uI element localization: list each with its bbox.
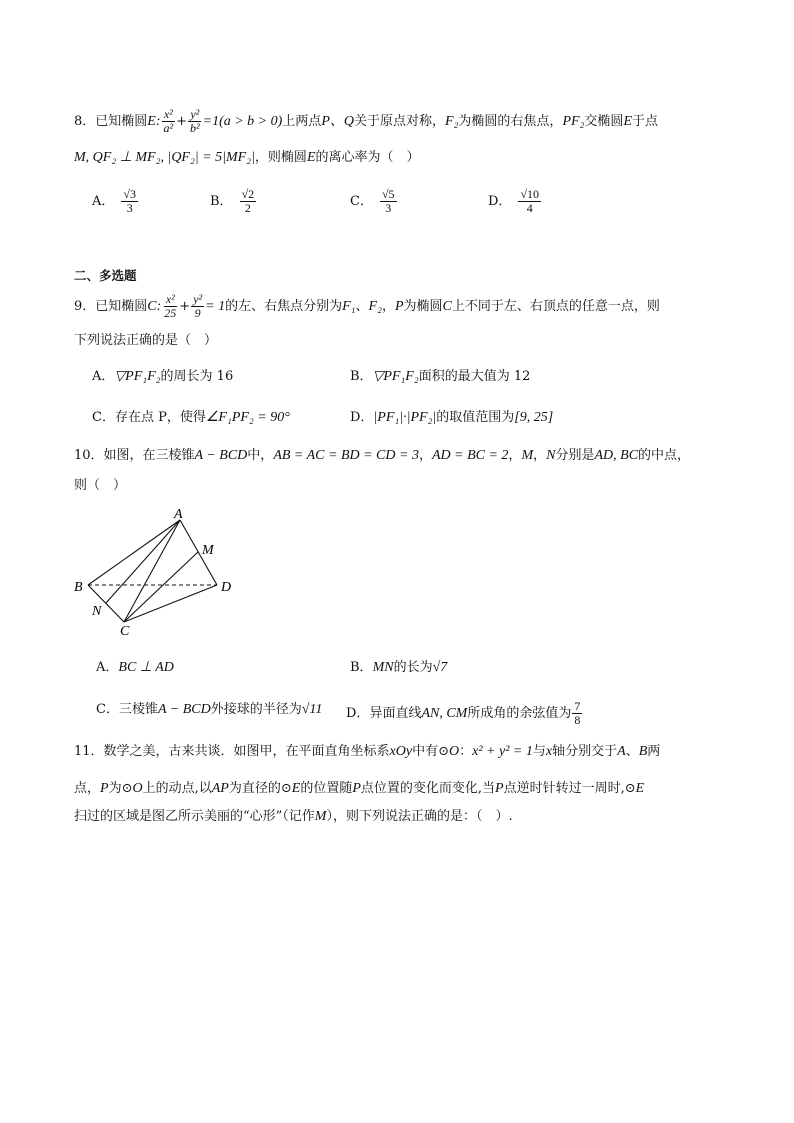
q11-line2: 点，P为⊙O上的动点,以AP为直径的⊙E的位置随P点位置的变化而变化,当P点逆时针转过一周时,⊙E: [74, 781, 645, 796]
label-c: C: [120, 624, 130, 639]
q9-line1: 9．已知椭圆C: $\frac{\text{x²}}{25}$ + $\frac{\text{y²}}{9}$ = 1的左、右焦点分别为F₁、F₂，P为椭圆C上不同于左、右顶点的任意一点，则: [74, 292, 660, 320]
label-a: A: [174, 507, 183, 522]
q10-tetrahedron-figure: [70, 505, 240, 640]
q11-line3: 扫过的区域是图乙所示美丽的“心形”（记作M），则下列说法正确的是：（ ）.: [74, 809, 513, 824]
q8-frac-x: $\frac{\text{x²}}{\text{a²}}$: [163, 107, 174, 135]
segment-cm: [124, 552, 198, 622]
label-n: N: [92, 604, 102, 619]
q10-option-a[interactable]: A．BC ⊥ AD: [96, 660, 174, 675]
q11-stem: 11．数学之美，古来共谈．如图甲，在平面直角坐标系: [74, 744, 390, 759]
q9-option-d[interactable]: D．|PF₁|·|PF₂|的取值范围为[9, 25]: [350, 410, 554, 425]
q9-option-b[interactable]: B．▽PF₁F₂面积的最大值为 12: [350, 369, 531, 384]
q10-option-b[interactable]: B．MN的长为√7: [350, 660, 448, 675]
q9-line2: 下列说法正确的是（ ）: [74, 333, 218, 348]
q8-ellipse-name: E:: [147, 114, 161, 129]
label-d: D: [221, 580, 232, 595]
q8-condition: M, QF₂ ⊥ MF₂, |QF₂| = 5|MF₂|: [74, 150, 255, 165]
label-m: M: [202, 543, 214, 558]
edge-ab: [88, 520, 180, 585]
edge-ac: [124, 520, 180, 622]
q8-line2: M, QF₂ ⊥ MF₂, |QF₂| = 5|MF₂|，则椭圆E的离心率为（ ）: [74, 150, 420, 165]
q8-line1: 8．已知椭圆E: $\frac{\text{x²}}{\text{a²}}$ + $\frac{\text{y²}}{\text{b²}}$ =1(a > b > 0)上两点P、Q关于原点对称，F₂为椭圆的右焦点，PF₂交椭圆E于点: [74, 107, 659, 135]
q10-line1: 10．如图，在三棱锥A − BCD中，AB = AC = BD = CD = 3，AD = BC = 2，M，N分别是AD, BC的中点，: [74, 448, 691, 463]
q9-frac-x: $\frac{\text{x²}}{25}$: [164, 292, 177, 320]
q8-option-c[interactable]: C． $\frac{√5}{3}$: [350, 187, 395, 215]
q10-option-c[interactable]: C．三棱锥A − BCD外接球的半径为√11: [96, 702, 323, 717]
q10-stem: 10．如图，在三棱锥: [74, 448, 195, 463]
q10-line2: 则（ ）: [74, 478, 127, 493]
edge-cd: [124, 585, 217, 622]
q8-option-b[interactable]: B． $\frac{√2}{2}$: [210, 187, 255, 215]
section-heading: 二、多选题: [74, 268, 137, 283]
q9-option-a[interactable]: A．▽PF₁F₂的周长为 16: [92, 369, 234, 384]
q11-line1: 11．数学之美，古来共谈．如图甲，在平面直角坐标系xOy中有⊙O：x² + y² = 1与x轴分别交于A、B两: [74, 744, 661, 759]
q8-stem: 8．已知椭圆: [74, 114, 148, 129]
segment-an: [106, 520, 180, 603]
q9-option-c[interactable]: C．存在点 P，使得∠F₁PF₂ = 90°: [92, 410, 290, 425]
q8-equation-rest: =1(a > b > 0): [202, 114, 283, 129]
q10-option-d[interactable]: D．异面直线AN, CM所成角的余弦值为 $\frac{7}{8}$: [346, 699, 581, 727]
q8-option-a[interactable]: A． $\frac{√3}{3}$: [92, 187, 136, 215]
label-b: B: [74, 580, 83, 595]
q8-option-d[interactable]: D． $\frac{√10}{4}$: [488, 187, 540, 215]
q9-stem: 9．已知椭圆: [74, 299, 148, 314]
q8-frac-y: $\frac{\text{y²}}{\text{b²}}$: [190, 107, 200, 135]
q9-frac-y: $\frac{\text{y²}}{9}$: [193, 292, 203, 320]
